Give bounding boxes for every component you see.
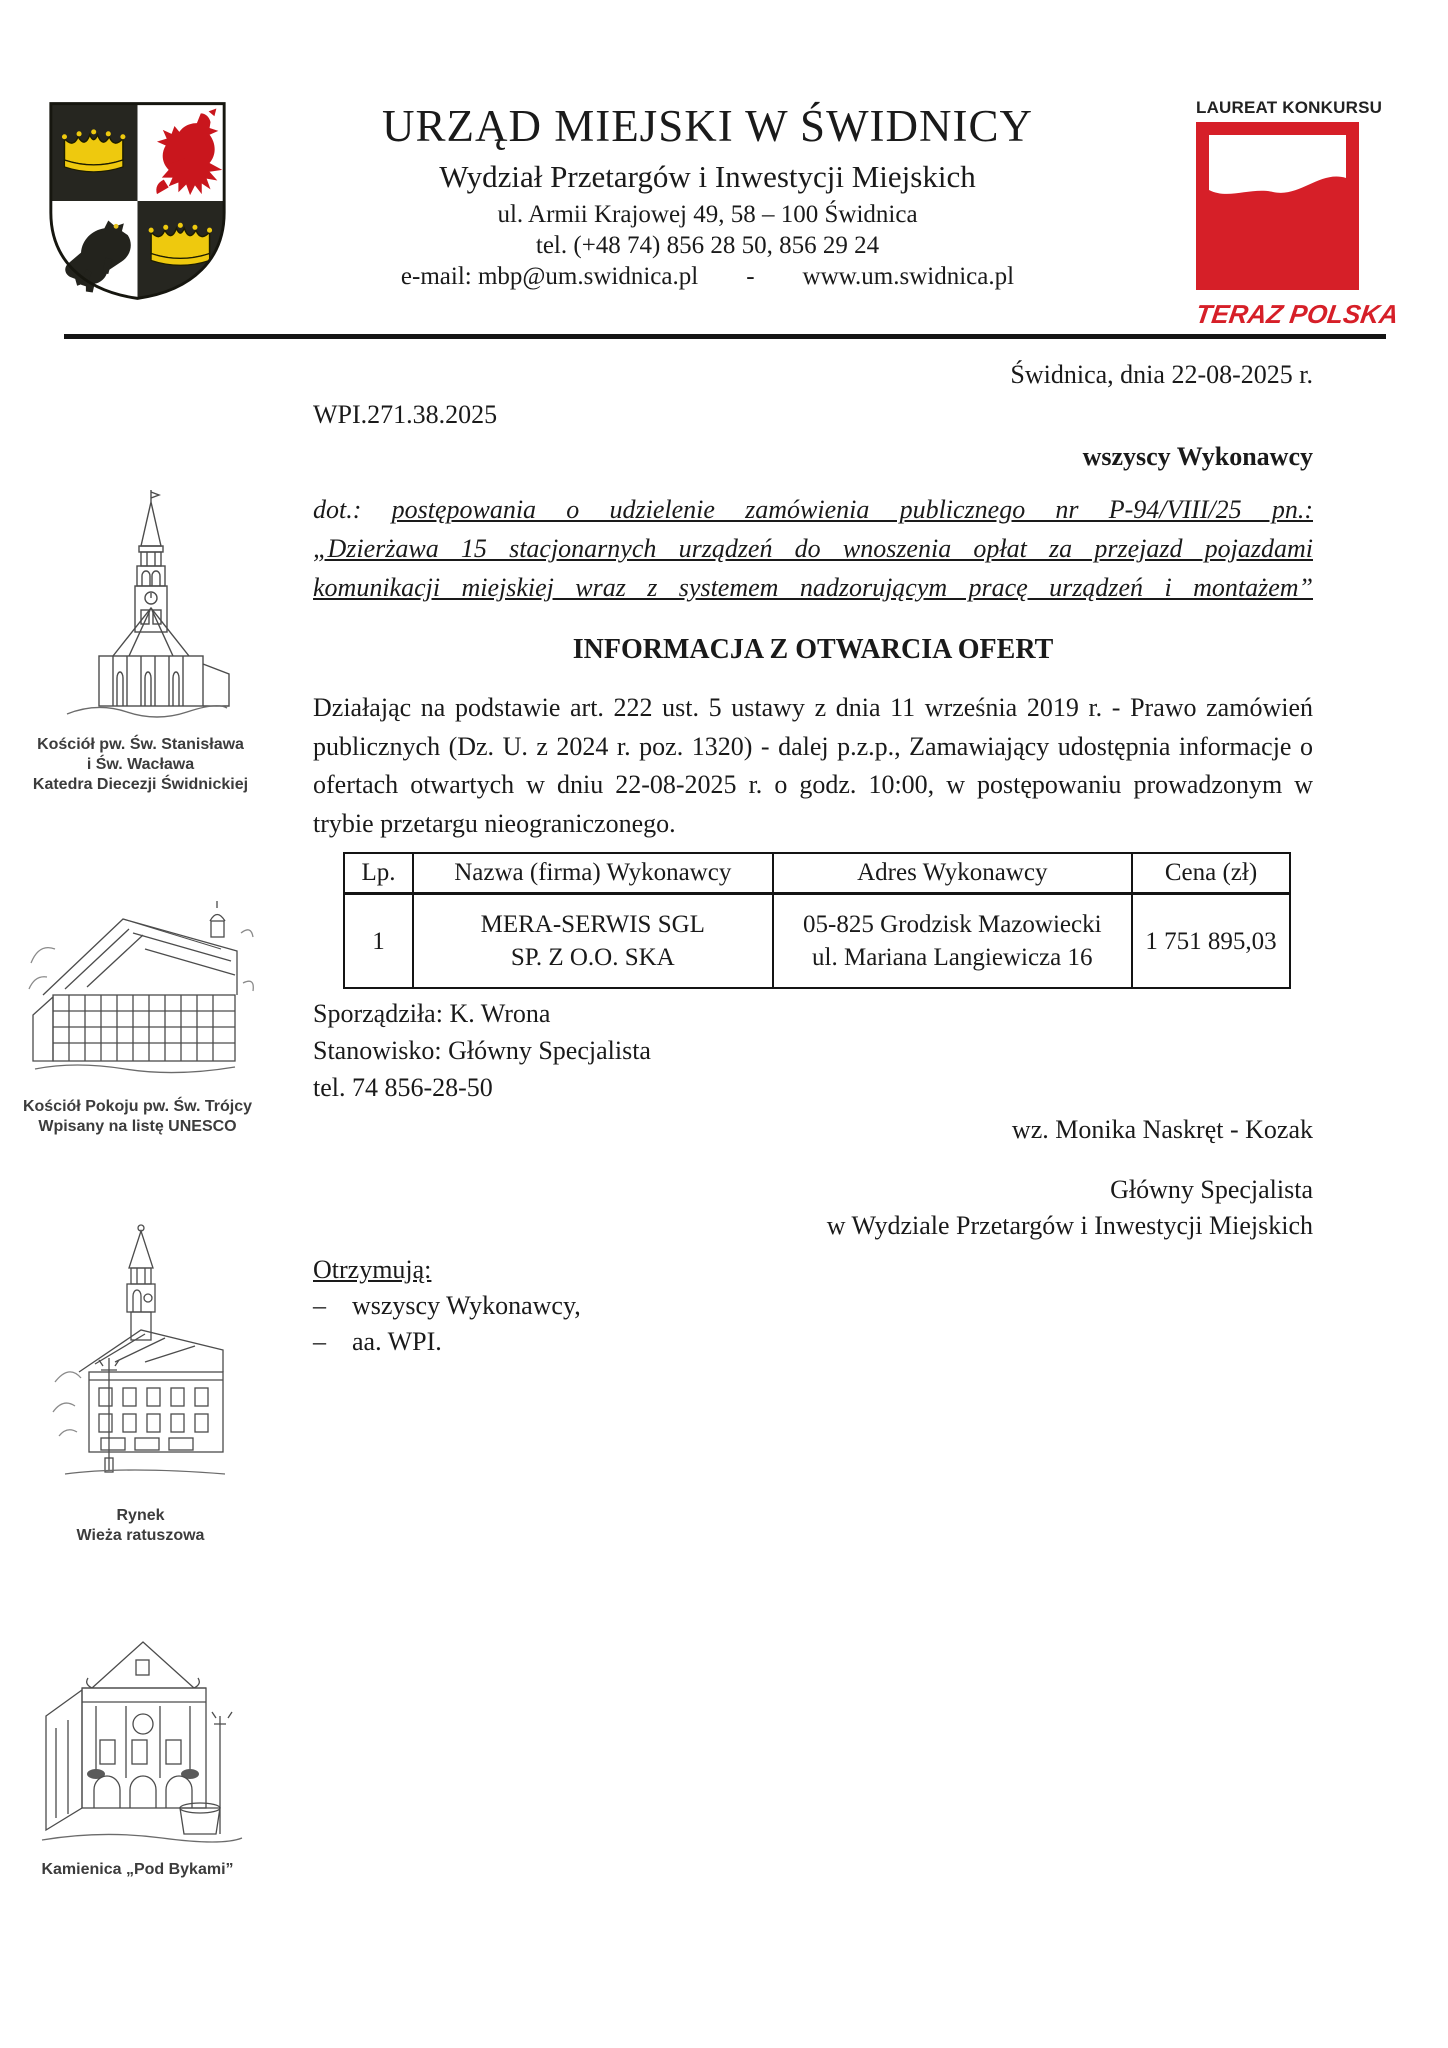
caption-line: Wpisany na listę UNESCO [38,1118,237,1135]
caption-line: Rynek [116,1507,165,1524]
caption-rynek [8,1506,273,1546]
org-website: www.um.swidnica.pl [802,263,1015,290]
subject-line-3: komunikacji miejskiej wraz z systemem nadzorującym pracę urządzeń i montażem” [313,573,1313,602]
offers-table [343,852,1291,989]
distribution-item [313,1288,1313,1324]
distribution-item-text: wszyscy Wykonawcy, [352,1291,581,1320]
place-and-date: Świdnica, dnia 22-08-2025 r. [1010,360,1313,389]
col-header-lp: Lp. [344,853,413,894]
dash-bullet: – [313,1327,326,1356]
reference-number: WPI.271.38.2025 [313,400,498,429]
dash-bullet: – [313,1291,326,1320]
contractor-name-line-1: MERA-SERWIS SGL [480,911,705,938]
contractor-address-line-2: ul. Mariana Langiewicza 16 [812,944,1093,971]
cathedral-sketch-icon [55,488,240,728]
table-row [344,894,1290,989]
caption-line: Kościół pw. Św. Stanisława [37,736,244,753]
subject-reference: postępowania o udzielenie zamówienia publicznego nr P-94/VIII/25 pn.: [391,495,1313,524]
subject-paragraph [313,490,1313,607]
caption-line: Wieża ratuszowa [76,1527,205,1544]
contractor-address-line-1: 05-825 Grodzisk Mazowiecki [803,911,1102,938]
caption-line: Katedra Diecezji Świdnickiej [32,776,249,793]
teraz-polska-badge [1193,98,1401,330]
table-header-row [344,853,1290,894]
body-paragraph: Działając na podstawie art. 222 ust. 5 ustawy z dnia 11 września 2019 r. - Prawo zamówień publicznych (Dz. U. z 2024 r. poz. 1320) - dalej p.z.p., Zamawiający udostępnia informacje o ofertach otwartych w dniu 22-08-2025 r. o godz. 10:00, w postępowaniu prowadzonym w trybie przetargu nieograniczonego. [313,693,1313,838]
prepared-by-block [313,995,1313,1106]
org-email: e-mail: mbp@um.swidnica.pl [400,263,699,290]
signature-title-1: Główny Specjalista [1110,1175,1313,1204]
org-phone: tel. (+48 74) 856 28 50, 856 29 24 [535,232,880,259]
badge-top-label: LAUREAT KONKURSU [1196,98,1383,117]
signature-title-2: w Wydziale Przetargów i Inwestycji Miejskich [826,1211,1313,1240]
peace-church-sketch-icon [25,893,255,1089]
prepared-position: Stanowisko: Główny Specjalista [313,1036,651,1065]
subject-prefix: dot.: [313,495,362,524]
recipients-line: wszyscy Wykonawcy [1082,442,1313,471]
letterhead [255,100,1160,291]
contractor-name-line-2: SP. Z O.O. SKA [510,944,675,971]
distribution-item [313,1324,1313,1360]
cell-lp: 1 [344,894,413,989]
col-header-name: Nazwa (firma) Wykonawcy [413,853,772,894]
org-department: Wydział Przetargów i Inwestycji Miejskich [439,159,976,194]
org-address: ul. Armii Krajowej 49, 58 – 100 Świdnica [497,201,918,228]
prepared-by: Sporządziła: K. Wrona [313,999,551,1028]
caption-peace-church [5,1097,270,1137]
subject-line-1 [313,490,1313,529]
cell-name [413,894,772,989]
col-header-address: Adres Wykonawcy [773,853,1132,894]
distribution-heading: Otrzymują: [313,1255,432,1284]
distribution-list [313,1252,1313,1360]
teraz-polska-flag-icon [1196,122,1359,295]
contact-separator: - [746,263,755,290]
header-divider [64,334,1386,339]
signature-title-block [313,1172,1313,1244]
town-hall-tower-sketch-icon [45,1222,245,1494]
caption-line: Kamienica „Pod Bykami” [41,1861,234,1878]
townhouse-sketch-icon [30,1628,255,1854]
caption-kamienica [5,1860,270,1880]
swidnica-coat-of-arms-icon [45,95,230,307]
cell-address [773,894,1132,989]
document-heading: INFORMACJA Z OTWARCIA OFERT [572,634,1054,665]
distribution-item-text: aa. WPI. [352,1327,442,1356]
subject-line-2: „Dzierżawa 15 stacjonarnych urządzeń do wnoszenia opłat za przejazd pojazdami [313,534,1313,563]
caption-line: i Św. Wacława [86,756,195,773]
signature-name: wz. Monika Naskręt - Kozak [1011,1115,1313,1144]
caption-line: Kościół Pokoju pw. Św. Trójcy [22,1098,253,1115]
col-header-price: Cena (zł) [1132,853,1290,894]
org-contact-line [255,263,1160,291]
cell-price: 1 751 895,03 [1132,894,1290,989]
badge-bottom-label: TERAZ POLSKA [1193,299,1401,329]
caption-cathedral [8,735,273,795]
org-title: URZĄD MIEJSKI W ŚWIDNICY [381,101,1034,151]
prepared-phone: tel. 74 856-28-50 [313,1073,493,1102]
